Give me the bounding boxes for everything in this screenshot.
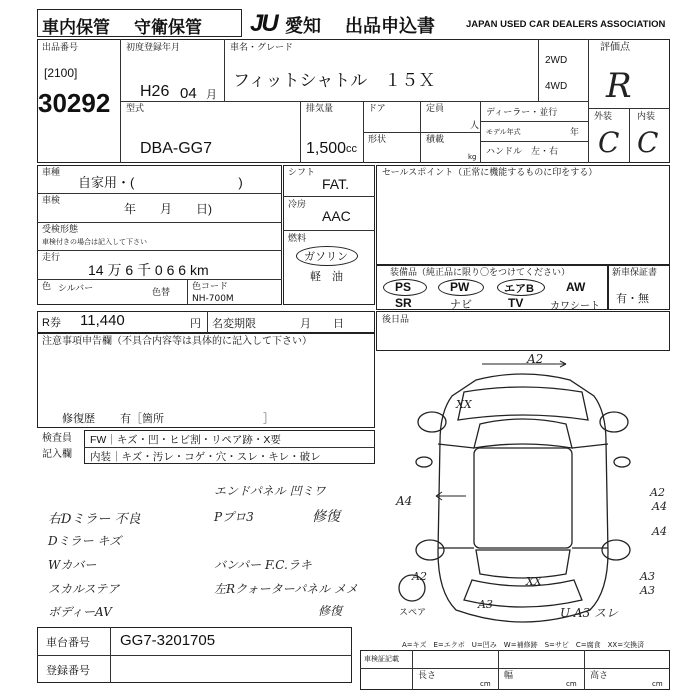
inspection-row-1: FW｜キズ・凹・ヒビ割・リペア跡・X要	[90, 434, 281, 446]
fuel-diesel: 軽 油	[310, 271, 343, 283]
diagram-mark-a4-left: A4	[396, 494, 413, 508]
model-year-label: モデル年式	[486, 128, 521, 136]
color-code-label: 色コード	[192, 282, 229, 292]
inspection-row-2: 内装｜キズ・汚レ・コゲ・穴・スレ・キレ・破レ	[90, 451, 321, 463]
storage-indoor: 車内保管	[42, 18, 110, 37]
vehicle-label: 車種	[42, 168, 61, 178]
handle-label: ハンドル 左・右	[486, 147, 559, 157]
car-damage-diagram	[376, 352, 670, 640]
exterior-value: C	[598, 126, 620, 159]
rear-item-section	[376, 311, 670, 351]
note-9: 左Rクォーターパネル メメ	[214, 582, 358, 596]
equip-airbag-circle	[497, 279, 545, 296]
exterior-label: 外装	[594, 112, 613, 122]
diagram-mark-a2-rear-left: A2	[412, 570, 427, 583]
note-8: スカルステア	[48, 582, 120, 596]
sales-label: セールスポイント（正常に機能するものに印をする）	[382, 168, 598, 178]
diagram-mark-a2-top: A2	[527, 352, 544, 366]
entry-label: 記入欄	[42, 449, 72, 460]
new-car-label: 新車保証書	[612, 268, 658, 278]
model-value: DBA-GG7	[140, 140, 213, 157]
chassis-label: 車台番号	[46, 637, 90, 649]
equip-pw-circle	[438, 279, 484, 296]
name-change-value: 月 日	[300, 318, 344, 330]
diagram-mark-a4-right2: A4	[652, 525, 667, 538]
note-7: バンパー F.C.ラキ	[214, 558, 312, 572]
fuel-gas: ガソリン	[304, 251, 348, 263]
repair-value: 有［箇所 ］	[120, 413, 274, 425]
equip-sr: SR	[395, 296, 412, 310]
name-change-label: 名変期限	[212, 318, 256, 330]
first-reg-era: H26	[140, 83, 170, 100]
equip-airbag: エアB	[504, 283, 534, 295]
listing-no: 30292	[38, 88, 111, 118]
aircon-value: AAC	[322, 208, 351, 224]
first-reg-unit: 月	[206, 89, 217, 101]
mfr-label: 車検証記載	[364, 655, 399, 663]
note-10: ボディーAV	[48, 605, 112, 619]
sales-point-section	[376, 165, 670, 265]
reg-label: 登録番号	[46, 665, 90, 677]
capacity-label: 定員	[426, 104, 445, 114]
inspection-label: 車検	[42, 196, 61, 206]
interior-value: C	[637, 126, 659, 159]
diagram-mark-a3-right2: A3	[640, 584, 655, 597]
diagram-mark-a2-right: A2	[650, 486, 665, 499]
vehicle-value: 自家用・( )	[78, 175, 243, 190]
diagram-mark-xx-rear: XX	[526, 575, 542, 588]
load-unit: kg	[468, 153, 477, 161]
note-1: エンドパネル 凹ミワ	[214, 484, 326, 498]
first-reg-month: 04	[180, 85, 197, 102]
displacement-label: 排気量	[306, 104, 334, 114]
name-value: フィットシャトル １５Ｘ	[233, 71, 436, 90]
color-label: 色	[42, 282, 52, 292]
drive-2wd: 2WD	[545, 55, 568, 66]
rear-label: 後日品	[382, 315, 410, 325]
note-5: Dミラー キズ	[48, 534, 122, 548]
aircon-label: 冷房	[288, 200, 307, 210]
r-ticket-label: R券	[42, 317, 61, 329]
note-11: 修復	[318, 604, 343, 618]
shape-label: 形状	[368, 135, 387, 145]
note-6: Wカバー	[48, 558, 97, 572]
diagram-mark-u-a3: U A3 スレ	[560, 606, 619, 620]
color-change-label: 色替	[152, 288, 171, 298]
note-3: Pプロ3	[214, 510, 254, 524]
region-label: 愛知	[285, 16, 321, 36]
eval-value: R	[606, 66, 632, 106]
height-label: 高さ	[590, 671, 609, 681]
inspection-form-note: 車検付きの場合は記入して下さい	[42, 238, 147, 246]
equip-aw: AW	[566, 280, 586, 294]
listing-prefix: [2100]	[44, 66, 78, 80]
interior-label: 内装	[637, 112, 656, 122]
r-ticket-value: 11,440	[80, 312, 125, 329]
chassis-value: GG7-3201705	[120, 632, 216, 649]
displacement-unit: cc	[346, 143, 357, 155]
length-unit: cm	[480, 680, 491, 688]
width-unit: cm	[566, 680, 577, 688]
diagram-mark-xx-front: XX	[456, 398, 472, 411]
r-ticket-unit: 円	[190, 318, 201, 330]
name-label: 車名・グレード	[230, 43, 294, 53]
drive-4wd: 4WD	[545, 81, 568, 92]
equip-navi: ナビ	[450, 299, 472, 311]
load-label: 積載	[426, 135, 445, 145]
note-2: 右Dミラー 不良	[48, 512, 141, 527]
eval-label: 評価点	[600, 42, 630, 53]
door-label: ドア	[368, 104, 386, 114]
width-label: 幅	[504, 671, 514, 681]
mileage-label: 走行	[42, 253, 61, 263]
length-label: 長さ	[418, 671, 437, 681]
diagram-mark-a3-right1: A3	[640, 570, 655, 583]
spare-label: スペア	[399, 608, 427, 618]
repair-label: 修復歴	[62, 413, 95, 425]
height-unit: cm	[652, 680, 663, 688]
storage-guard: 守衛保管	[134, 18, 202, 37]
dealer-label: ディーラー・並行	[486, 108, 558, 118]
model-year-unit: 年	[570, 128, 580, 138]
inspection-form-label: 受検形態	[42, 225, 79, 235]
displacement-value: 1,500	[306, 140, 347, 157]
equip-seat: カワシート	[550, 301, 600, 312]
diagram-mark-a4-right1: A4	[652, 500, 667, 513]
new-car-value: 有・無	[616, 293, 649, 305]
capacity-unit: 人	[470, 121, 480, 131]
inspection-value: 年 月 日)	[124, 202, 212, 216]
color-code-value: NH-700M	[192, 294, 234, 304]
equip-label: 装備品（純正品に限り〇をつけてください）	[390, 268, 571, 278]
note-4: 修復	[312, 509, 340, 525]
diagram-mark-a3-rear: A3	[478, 598, 493, 611]
listing-no-label: 出品番号	[42, 43, 79, 53]
ju-logo: JU	[250, 10, 277, 37]
damage-legend: A=キズ E=エクボ U=凹み W=補修跡 S=サビ C=腐食 XX=交換済	[402, 641, 645, 649]
color-value: シルバー	[58, 284, 94, 294]
shift-value: FAT.	[322, 176, 349, 192]
fuel-label: 燃料	[288, 234, 307, 244]
equip-ps: PS	[395, 280, 412, 294]
mileage-value: 14 万 6 千 0 6 6 km	[88, 262, 209, 278]
notes-heading: 注意事項申告欄（不具合内容等は具体的に記入して下さい）	[42, 336, 312, 347]
association-name: JAPAN USED CAR DEALERS ASSOCIATION	[466, 19, 666, 30]
equip-pw: PW	[450, 280, 470, 294]
first-reg-label: 初度登録年月	[126, 43, 181, 53]
form-title: 出品申込書	[345, 16, 435, 36]
model-label: 型式	[126, 104, 145, 114]
size-section	[360, 650, 670, 690]
equip-ps-circle	[383, 279, 427, 296]
shift-label: シフト	[288, 168, 316, 178]
checker-label: 検査員	[42, 433, 72, 444]
equip-tv: TV	[508, 296, 524, 310]
